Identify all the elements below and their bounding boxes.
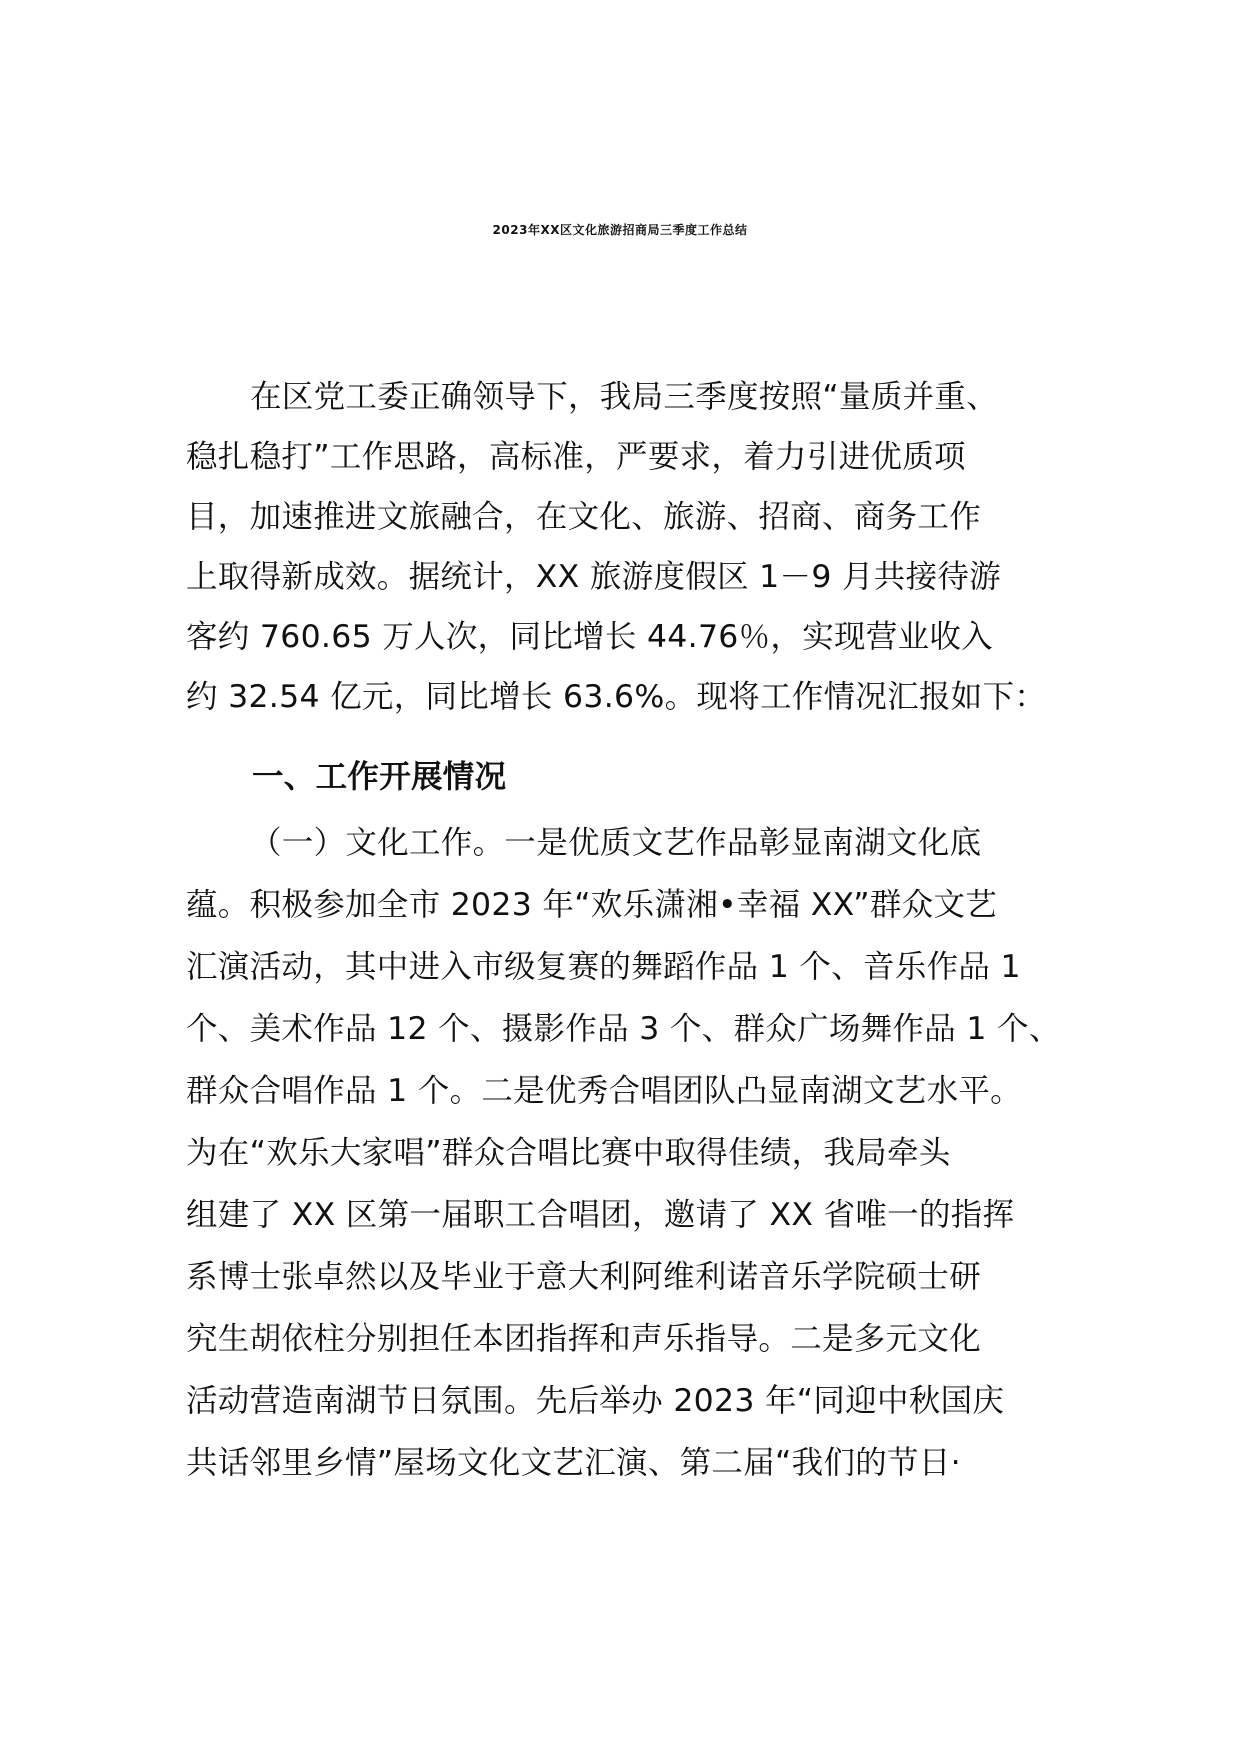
paragraph-line: 约 32.54 亿元，同比增长 63.6%。现将工作情况汇报如下： <box>186 679 1047 715</box>
paragraph-line: 活动营造南湖节日氛围。先后举办 2023 年“同迎中秋国庆 <box>186 1383 1005 1419</box>
section-heading: 一、工作开展情况 <box>252 759 507 795</box>
paragraph-line: 汇演活动，其中进入市级复赛的舞蹈作品 1 个、音乐作品 1 <box>186 949 1021 985</box>
paragraph-line: （一）文化工作。一是优质文艺作品彰显南湖文化底 <box>250 825 982 861</box>
paragraph-line: 目，加速推进文旅融合，在文化、旅游、招商、商务工作 <box>186 499 982 535</box>
paragraph-line: 为在“欢乐大家唱”群众合唱比赛中取得佳绩，我局牵头 <box>186 1135 951 1171</box>
paragraph-line: 在区党工委正确领导下，我局三季度按照“量质并重、 <box>250 379 999 415</box>
paragraph-line: 上取得新成效。据统计，XX 旅游度假区 1－9 月共接待游 <box>186 559 1001 595</box>
document-title: 2023年XX区文化旅游招商局三季度工作总结 <box>492 223 748 237</box>
paragraph-line: 个、美术作品 12 个、摄影作品 3 个、群众广场舞作品 1 个、 <box>186 1011 1061 1047</box>
paragraph-line: 究生胡依柱分别担任本团指挥和声乐指导。二是多元文化 <box>186 1321 982 1357</box>
paragraph-line: 系博士张卓然以及毕业于意大利阿维利诺音乐学院硕士研 <box>186 1259 982 1295</box>
paragraph-line: 客约 760.65 万人次，同比增长 44.76％，实现营业收入 <box>186 619 994 655</box>
paragraph-line: 组建了 XX 区第一届职工合唱团，邀请了 XX 省唯一的指挥 <box>186 1197 1015 1233</box>
paragraph-line: 共话邻里乡情”屋场文化文艺汇演、第二届“我们的节日· <box>186 1445 961 1481</box>
paragraph-line: 稳扎稳打”工作思路，高标准，严要求，着力引进优质项 <box>186 439 966 475</box>
paragraph-line: 蕴。积极参加全市 2023 年“欢乐潇湘•幸福 XX”群众文艺 <box>186 887 998 923</box>
paragraph-line: 群众合唱作品 1 个。二是优秀合唱团队凸显南湖文艺水平。 <box>186 1073 1022 1109</box>
